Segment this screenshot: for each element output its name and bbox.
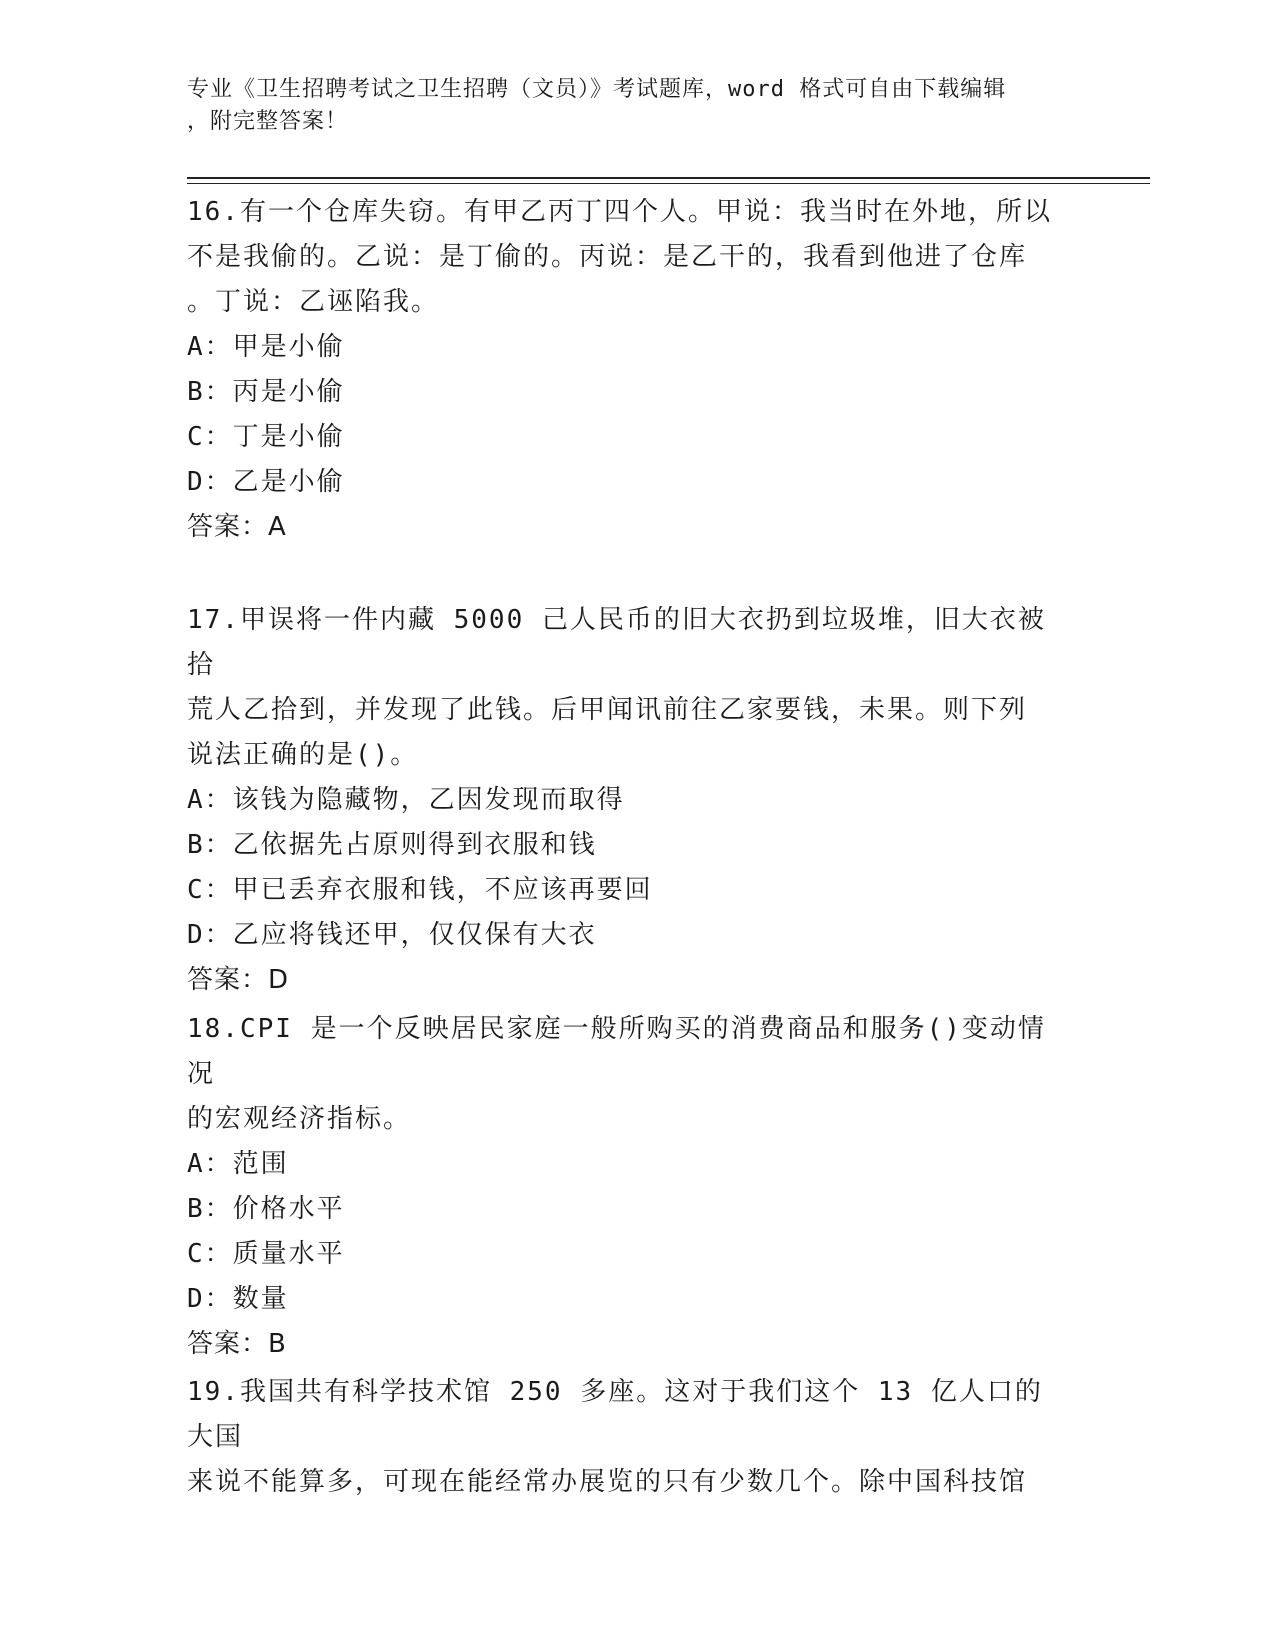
header-line-1: 专业《卫生招聘考试之卫生招聘（文员）》考试题库，word 格式可自由下载编辑 <box>187 77 1007 102</box>
stem-line: 。丁说：乙诬陷我。 <box>187 287 440 317</box>
header-rule-thin <box>187 183 1150 184</box>
stem-line: 荒人乙拾到，并发现了此钱。后甲闻讯前往乙家要钱，未果。则下列 <box>187 695 1028 725</box>
stem-line: 18.CPI 是一个反映居民家庭一般所购买的消费商品和服务()变动情况 <box>187 1014 1046 1089</box>
question-stem <box>187 190 1067 325</box>
option-c: C：质量水平 <box>187 1239 345 1269</box>
stem-line: 19.我国共有科学技术馆 250 多座。这对于我们这个 13 亿人口的大国 <box>187 1377 1043 1452</box>
question-stem <box>187 598 1067 778</box>
header-rule-thick <box>187 177 1150 179</box>
stem-line: 的宏观经济指标。 <box>187 1104 412 1134</box>
option-c: C：甲已丢弃衣服和钱，不应该再要回 <box>187 875 653 905</box>
option-b: B：乙依据先占原则得到衣服和钱 <box>187 830 597 860</box>
question-17 <box>187 598 1067 1003</box>
question-19 <box>187 1370 1067 1505</box>
stem-line: 16.有一个仓库失窃。有甲乙丙丁四个人。甲说：我当时在外地，所以 <box>187 197 1052 227</box>
option-b: B：价格水平 <box>187 1194 345 1224</box>
document-header <box>187 74 1067 138</box>
answer-line: 答案：A <box>187 512 287 542</box>
option-d: D：乙是小偷 <box>187 467 345 497</box>
header-line-2: ，附完整答案！ <box>187 109 349 134</box>
option-d: D：数量 <box>187 1284 289 1314</box>
stem-line: 说法正确的是()。 <box>187 740 419 770</box>
option-a: A：该钱为隐藏物，乙因发现而取得 <box>187 785 625 815</box>
option-b: B：丙是小偷 <box>187 377 345 407</box>
question-18 <box>187 1007 1067 1367</box>
question-stem <box>187 1007 1067 1142</box>
stem-line: 17.甲误将一件内藏 5000 己人民币的旧大衣扔到垃圾堆，旧大衣被拾 <box>187 605 1046 680</box>
stem-line: 不是我偷的。乙说：是丁偷的。丙说：是乙干的，我看到他进了仓库 <box>187 242 1028 272</box>
question-stem <box>187 1370 1067 1505</box>
option-a: A：甲是小偷 <box>187 332 345 362</box>
stem-line: 来说不能算多，可现在能经常办展览的只有少数几个。除中国科技馆 <box>187 1467 1028 1497</box>
option-a: A：范围 <box>187 1149 289 1179</box>
option-d: D：乙应将钱还甲，仅仅保有大衣 <box>187 920 597 950</box>
question-16 <box>187 190 1067 550</box>
answer-line: 答案：D <box>187 965 290 995</box>
option-c: C：丁是小偷 <box>187 422 345 452</box>
answer-line: 答案：B <box>187 1329 287 1359</box>
